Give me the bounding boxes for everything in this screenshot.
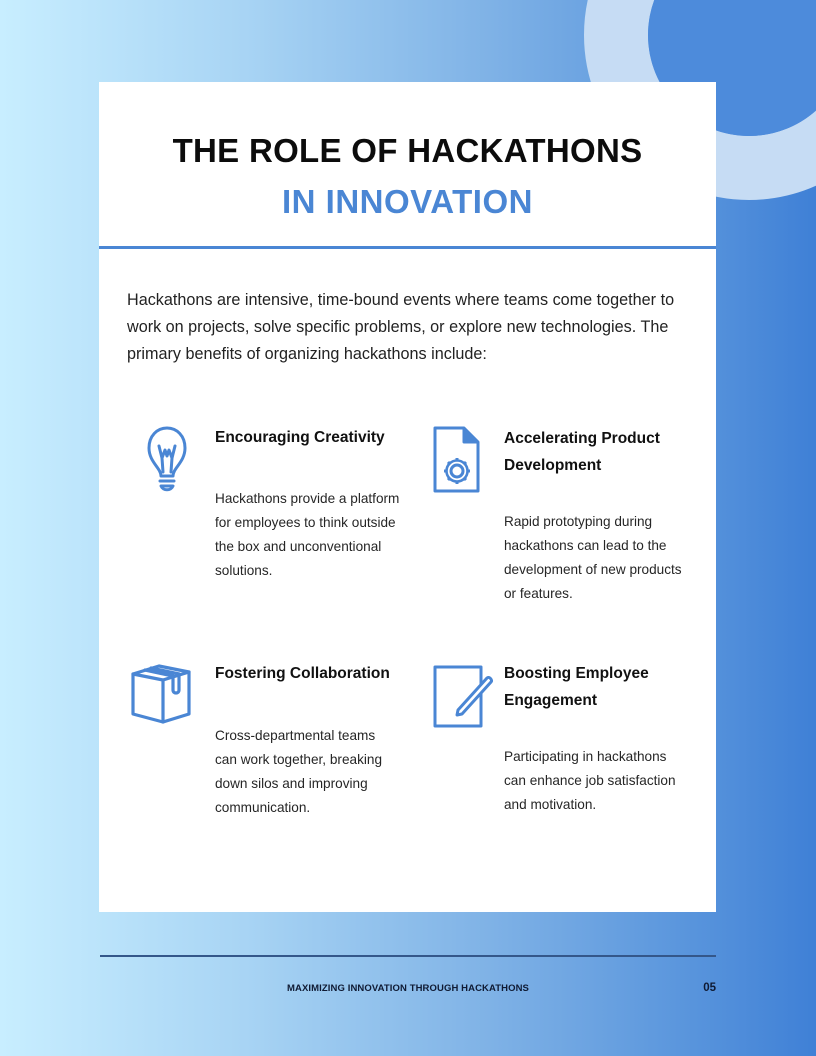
document-gear-icon <box>432 425 496 497</box>
page-title <box>99 82 716 248</box>
page-number: 05 <box>703 982 716 994</box>
intro-paragraph: Hackathons are intensive, time-bound events where teams come together to work on projects, solve specific problems, or explore new technologies. The primary benefits of organizing hackathons include: <box>127 291 675 363</box>
footer-divider <box>100 955 716 957</box>
edit-pencil-icon <box>432 660 496 732</box>
page-title-line2: IN INNOVATION <box>282 183 533 220</box>
feature-description: Participating in hackathons can enhance job satisfaction and motivation. <box>504 749 676 812</box>
feature-description: Rapid prototyping during hackathons can lead to the development of new products or features. <box>504 514 682 601</box>
feature-title: Encouraging Creativity <box>215 429 385 446</box>
box-icon <box>129 660 193 732</box>
feature-title: Fostering Collaboration <box>215 665 390 682</box>
lightbulb-icon <box>135 424 199 496</box>
feature-description: Hackathons provide a platform for employees to think outside the box and unconventional solutions. <box>215 491 400 578</box>
feature-title: Boosting Employee Engagement <box>504 665 649 709</box>
feature-title: Accelerating Product Development <box>504 430 660 474</box>
title-divider <box>99 246 716 249</box>
content-card <box>99 82 716 912</box>
page-title-line1: THE ROLE OF HACKATHONS <box>172 132 643 169</box>
feature-description: Cross-departmental teams can work together, breaking down silos and improving communication. <box>215 728 383 815</box>
footer-title: MAXIMIZING INNOVATION THROUGH HACKATHONS <box>286 983 529 994</box>
